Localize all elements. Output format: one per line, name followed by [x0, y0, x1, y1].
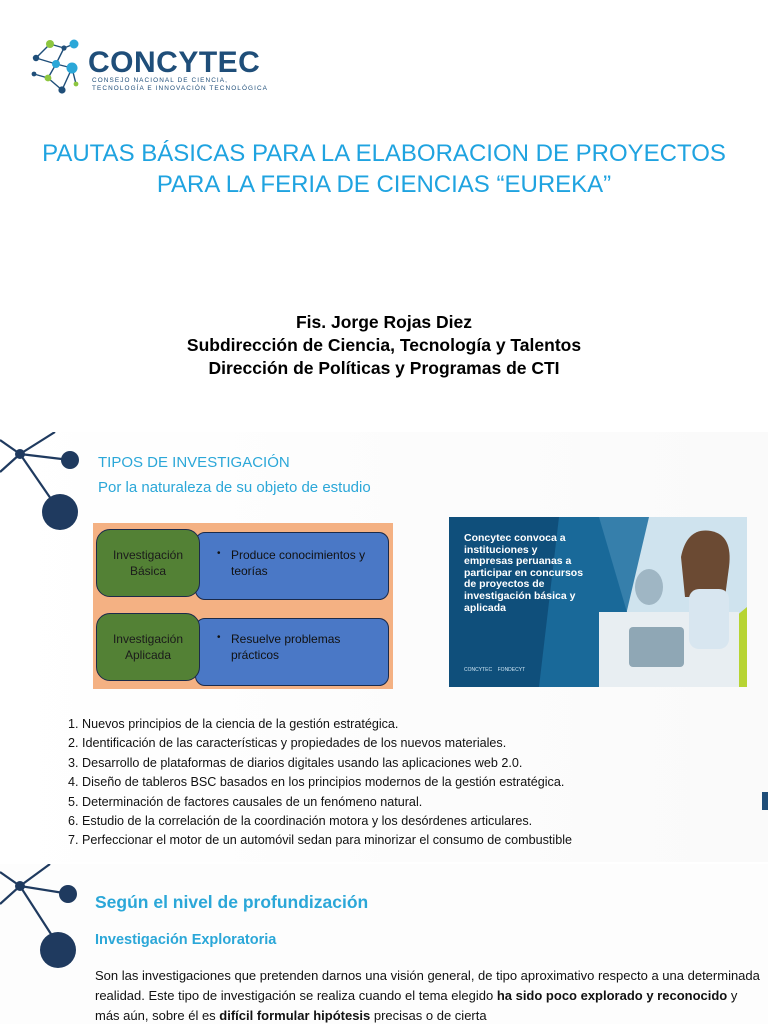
author-direction: Dirección de Políticas y Programas de CTI — [208, 358, 560, 378]
network-decoration-icon — [0, 864, 90, 974]
type-box-basic — [96, 529, 200, 597]
slide-title — [0, 138, 768, 200]
research-types-diagram — [93, 523, 393, 689]
section-subheading: Investigación Exploratoria — [95, 932, 277, 948]
research-types-slide — [0, 432, 768, 862]
bullet-icon: • — [217, 632, 221, 643]
type-basic-line2: Básica — [129, 564, 166, 578]
edge-decoration — [762, 792, 768, 810]
paragraph-part3: precisas o de cierta — [370, 1008, 487, 1023]
title-slide — [0, 0, 768, 432]
section-subheading: Por la naturaleza de su objeto de estudio — [98, 479, 371, 496]
type-basic-line1: Investigación — [112, 548, 184, 562]
paragraph-part2: y más aún, sobre él es — [95, 988, 738, 1023]
list-item: 3. Desarrollo de plataformas de diarios digitales usando las aplicaciones web 2.0. — [68, 755, 523, 770]
description-applied: Resuelve problemas prácticos — [231, 632, 341, 662]
logo-subtitle-line2: TECNOLOGÍA E INNOVACIÓN TECNOLÓGICA — [92, 85, 269, 92]
description-basic: Produce conocimientos y teorías — [231, 548, 366, 578]
logo-wordmark: CONCYTEC — [88, 46, 261, 79]
list-item: 1. Nuevos principios de la ciencia de la gestión estratégica. — [68, 717, 399, 731]
section-heading: Según el nivel de profundización — [95, 892, 369, 912]
promo-logo-concytec: CONCYTEC — [464, 667, 493, 673]
list-item: 6. Estudio de la correlación de la coordinación motora y los desórdenes articulares. — [68, 814, 533, 829]
promo-banner — [449, 517, 747, 687]
promo-logos — [464, 667, 525, 673]
depth-level-slide — [0, 864, 768, 1024]
section-heading: TIPOS DE INVESTIGACIÓN — [98, 454, 290, 471]
type-applied-line1: Investigación — [112, 632, 184, 646]
paragraph-part1: Son las investigaciones que pretenden darnos una visión general, de tipo aproximativo respecto a una determinada realidad. Este tipo de investigación se realiza cuando el tema elegido — [95, 968, 760, 1003]
body-paragraph — [95, 966, 760, 1024]
list-item: 7. Perfeccionar el motor de un automóvil sedan para minorizar el consumo de combustible — [68, 833, 573, 848]
network-decoration-icon — [0, 432, 90, 542]
list-item: 2. Identificación de las características y propiedades de los nuevos materiales. — [68, 736, 507, 751]
type-applied-line2: Aplicada — [124, 648, 171, 662]
slide-title-line2: PARA LA FERIA DE CIENCIAS “EUREKA” — [156, 171, 612, 198]
examples-list — [68, 715, 572, 851]
author-department: Subdirección de Ciencia, Tecnología y Talentos — [186, 335, 582, 355]
paragraph-emphasis1: ha sido poco explorado y reconocido — [496, 988, 728, 1003]
bullet-icon: • — [217, 548, 221, 559]
author-block — [0, 311, 768, 380]
logo-subtitle-line1: CONSEJO NACIONAL DE CIENCIA, — [92, 77, 229, 84]
author-name: Fis. Jorge Rojas Diez — [295, 312, 473, 332]
promo-logo-fondecyt: FONDECYT — [497, 667, 526, 673]
list-item: 4. Diseño de tableros BSC basados en los principios modernos de la gestión estratégica. — [68, 775, 565, 790]
paragraph-emphasis2: difícil formular hipótesis — [219, 1008, 371, 1023]
molecule-network-icon — [26, 34, 96, 104]
slide-title-line1: PAUTAS BÁSICAS PARA LA ELABORACION DE PROYECTOS — [42, 140, 726, 167]
promo-text: Concytec convoca a instituciones y empresas peruanas a participar en concursos de proyectos de investigación básica y aplicada — [464, 532, 584, 614]
list-item: 5. Determinación de factores causales de un fenómeno natural. — [68, 794, 423, 809]
type-box-applied — [96, 613, 200, 681]
